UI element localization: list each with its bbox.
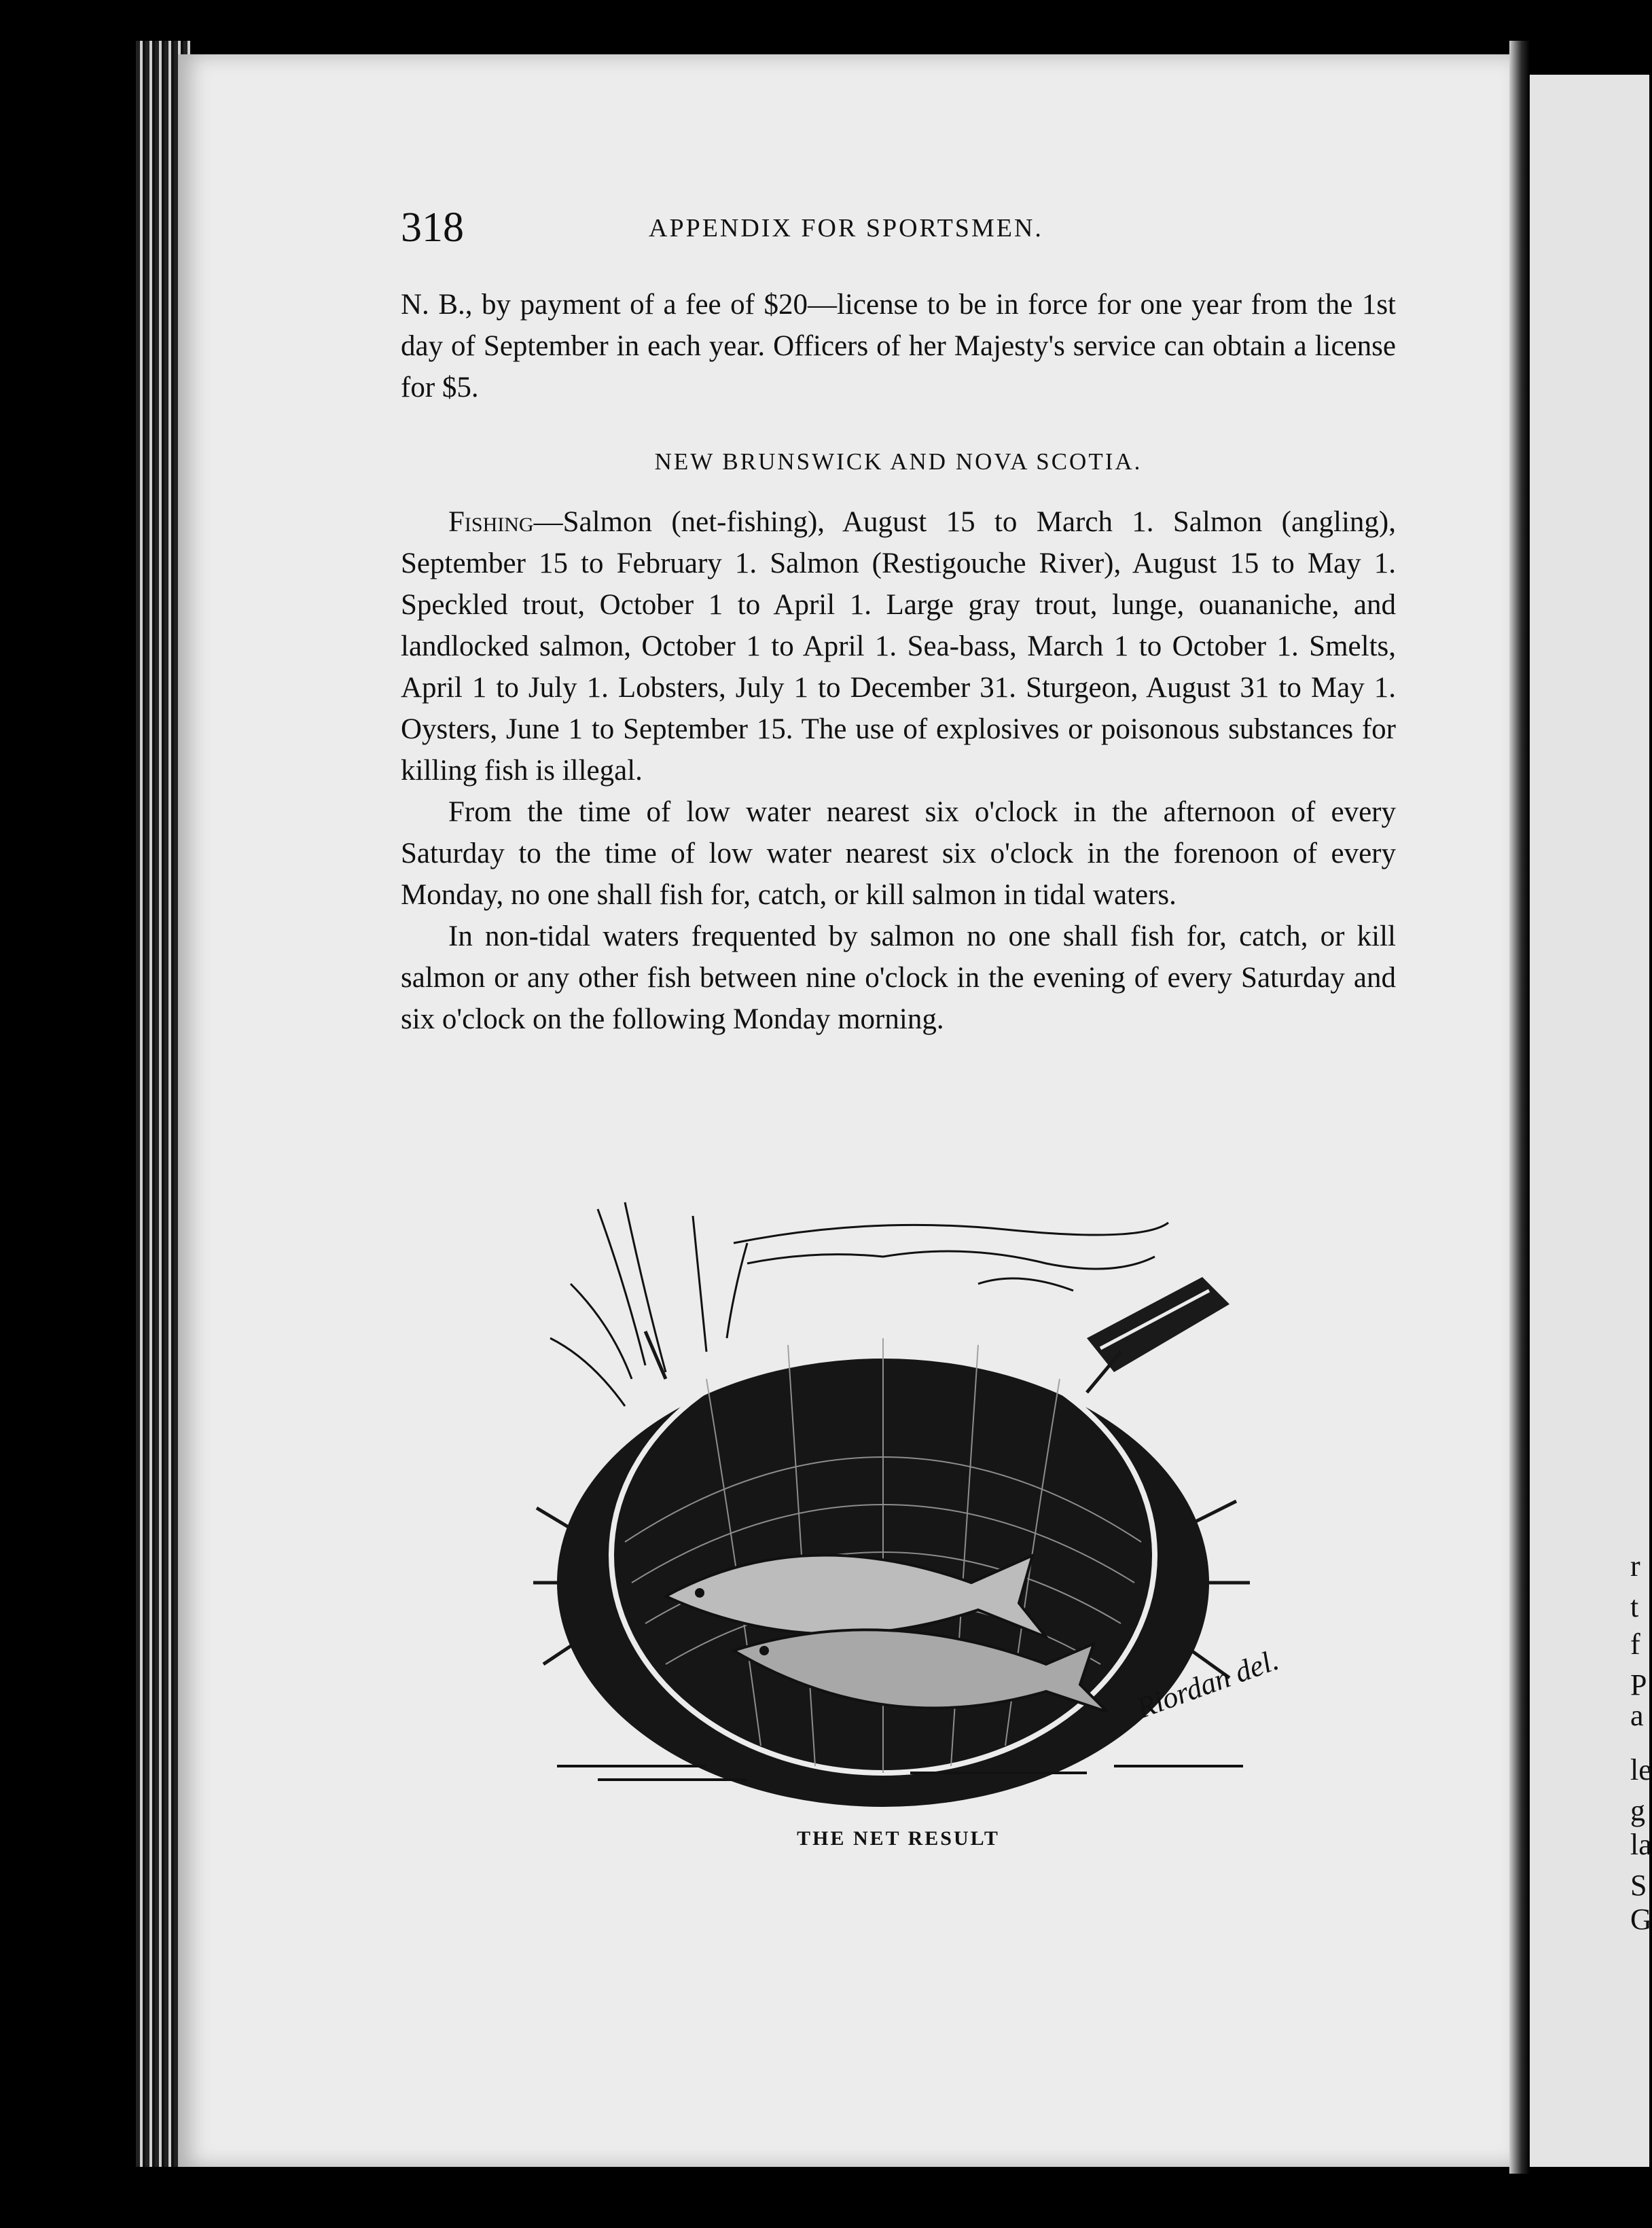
facing-page-fragment: la <box>1630 1828 1652 1861</box>
facing-page-fragment: P <box>1630 1668 1647 1702</box>
fishing-text: —Salmon (net-fishing), August 15 to March 1. Salmon (angling), September 15 to February 1. Salmon (Restigouche River), August 15 to May 1. Speckled trout, October 1 to April 1. Large gray trout, lunge, ouananiche, and landlocked salmon, October 1 to April 1. Sea-bass, March 1 to October 1. Smelts, April 1 to July 1. Lobsters, July 1 to December 31. Sturgeon, August 31 to May 1. Oysters, June 1 to September 15. The use of explosives or poisonous substances for killing fish is illegal. <box>401 506 1396 787</box>
grass-background <box>550 1202 747 1406</box>
facing-page-fragment: f <box>1630 1628 1640 1661</box>
nontidal-paragraph: In non-tidal waters frequented by salmon no one shall fish for, catch, or kill salmon or any other fish between nine o'clock in the evening of every Saturday and six o'clock on the following Monday morning. <box>401 920 1396 1035</box>
facing-page-fragment: t <box>1630 1590 1639 1623</box>
facing-page-fragment: G <box>1630 1903 1652 1936</box>
facing-page-fragment: a <box>1630 1699 1644 1732</box>
shore-lines <box>734 1223 1168 1291</box>
net-illustration <box>530 1202 1291 1814</box>
section-heading: NEW BRUNSWICK AND NOVA SCOTIA. <box>654 448 1143 475</box>
net-handle <box>1087 1277 1229 1372</box>
continuation-text: N. B., by payment of a fee of $20—license to be in force for one year from the 1st day of September in each year. Officers of her Majesty's service can obtain a license for $5. <box>401 289 1396 403</box>
continuation-paragraph <box>401 284 1396 408</box>
illustration-caption: THE NET RESULT <box>797 1827 1000 1850</box>
book-gutter <box>1509 41 1530 2174</box>
running-title: APPENDIX FOR SPORTSMEN. <box>649 214 1043 242</box>
artist-signature: Riordan del. <box>1132 1642 1283 1725</box>
facing-page-fragment: S <box>1630 1869 1647 1902</box>
fishing-label: Fishing <box>448 506 534 538</box>
facing-page-fragment: le <box>1630 1753 1652 1786</box>
fishing-paragraph <box>401 501 1396 791</box>
page-number: 318 <box>401 204 464 251</box>
facing-page-fragment: g <box>1630 1794 1645 1827</box>
page-header <box>401 204 1396 258</box>
facing-page-fragment: r <box>1630 1549 1640 1583</box>
tidal-paragraph: From the time of low water nearest six o'clock in the afternoon of every Saturday to the time of low water nearest six o'clock in the forenoon of every Monday, no one shall fish for, catch, or kill salmon in tidal waters. <box>401 796 1396 911</box>
section-body <box>401 501 1396 1040</box>
